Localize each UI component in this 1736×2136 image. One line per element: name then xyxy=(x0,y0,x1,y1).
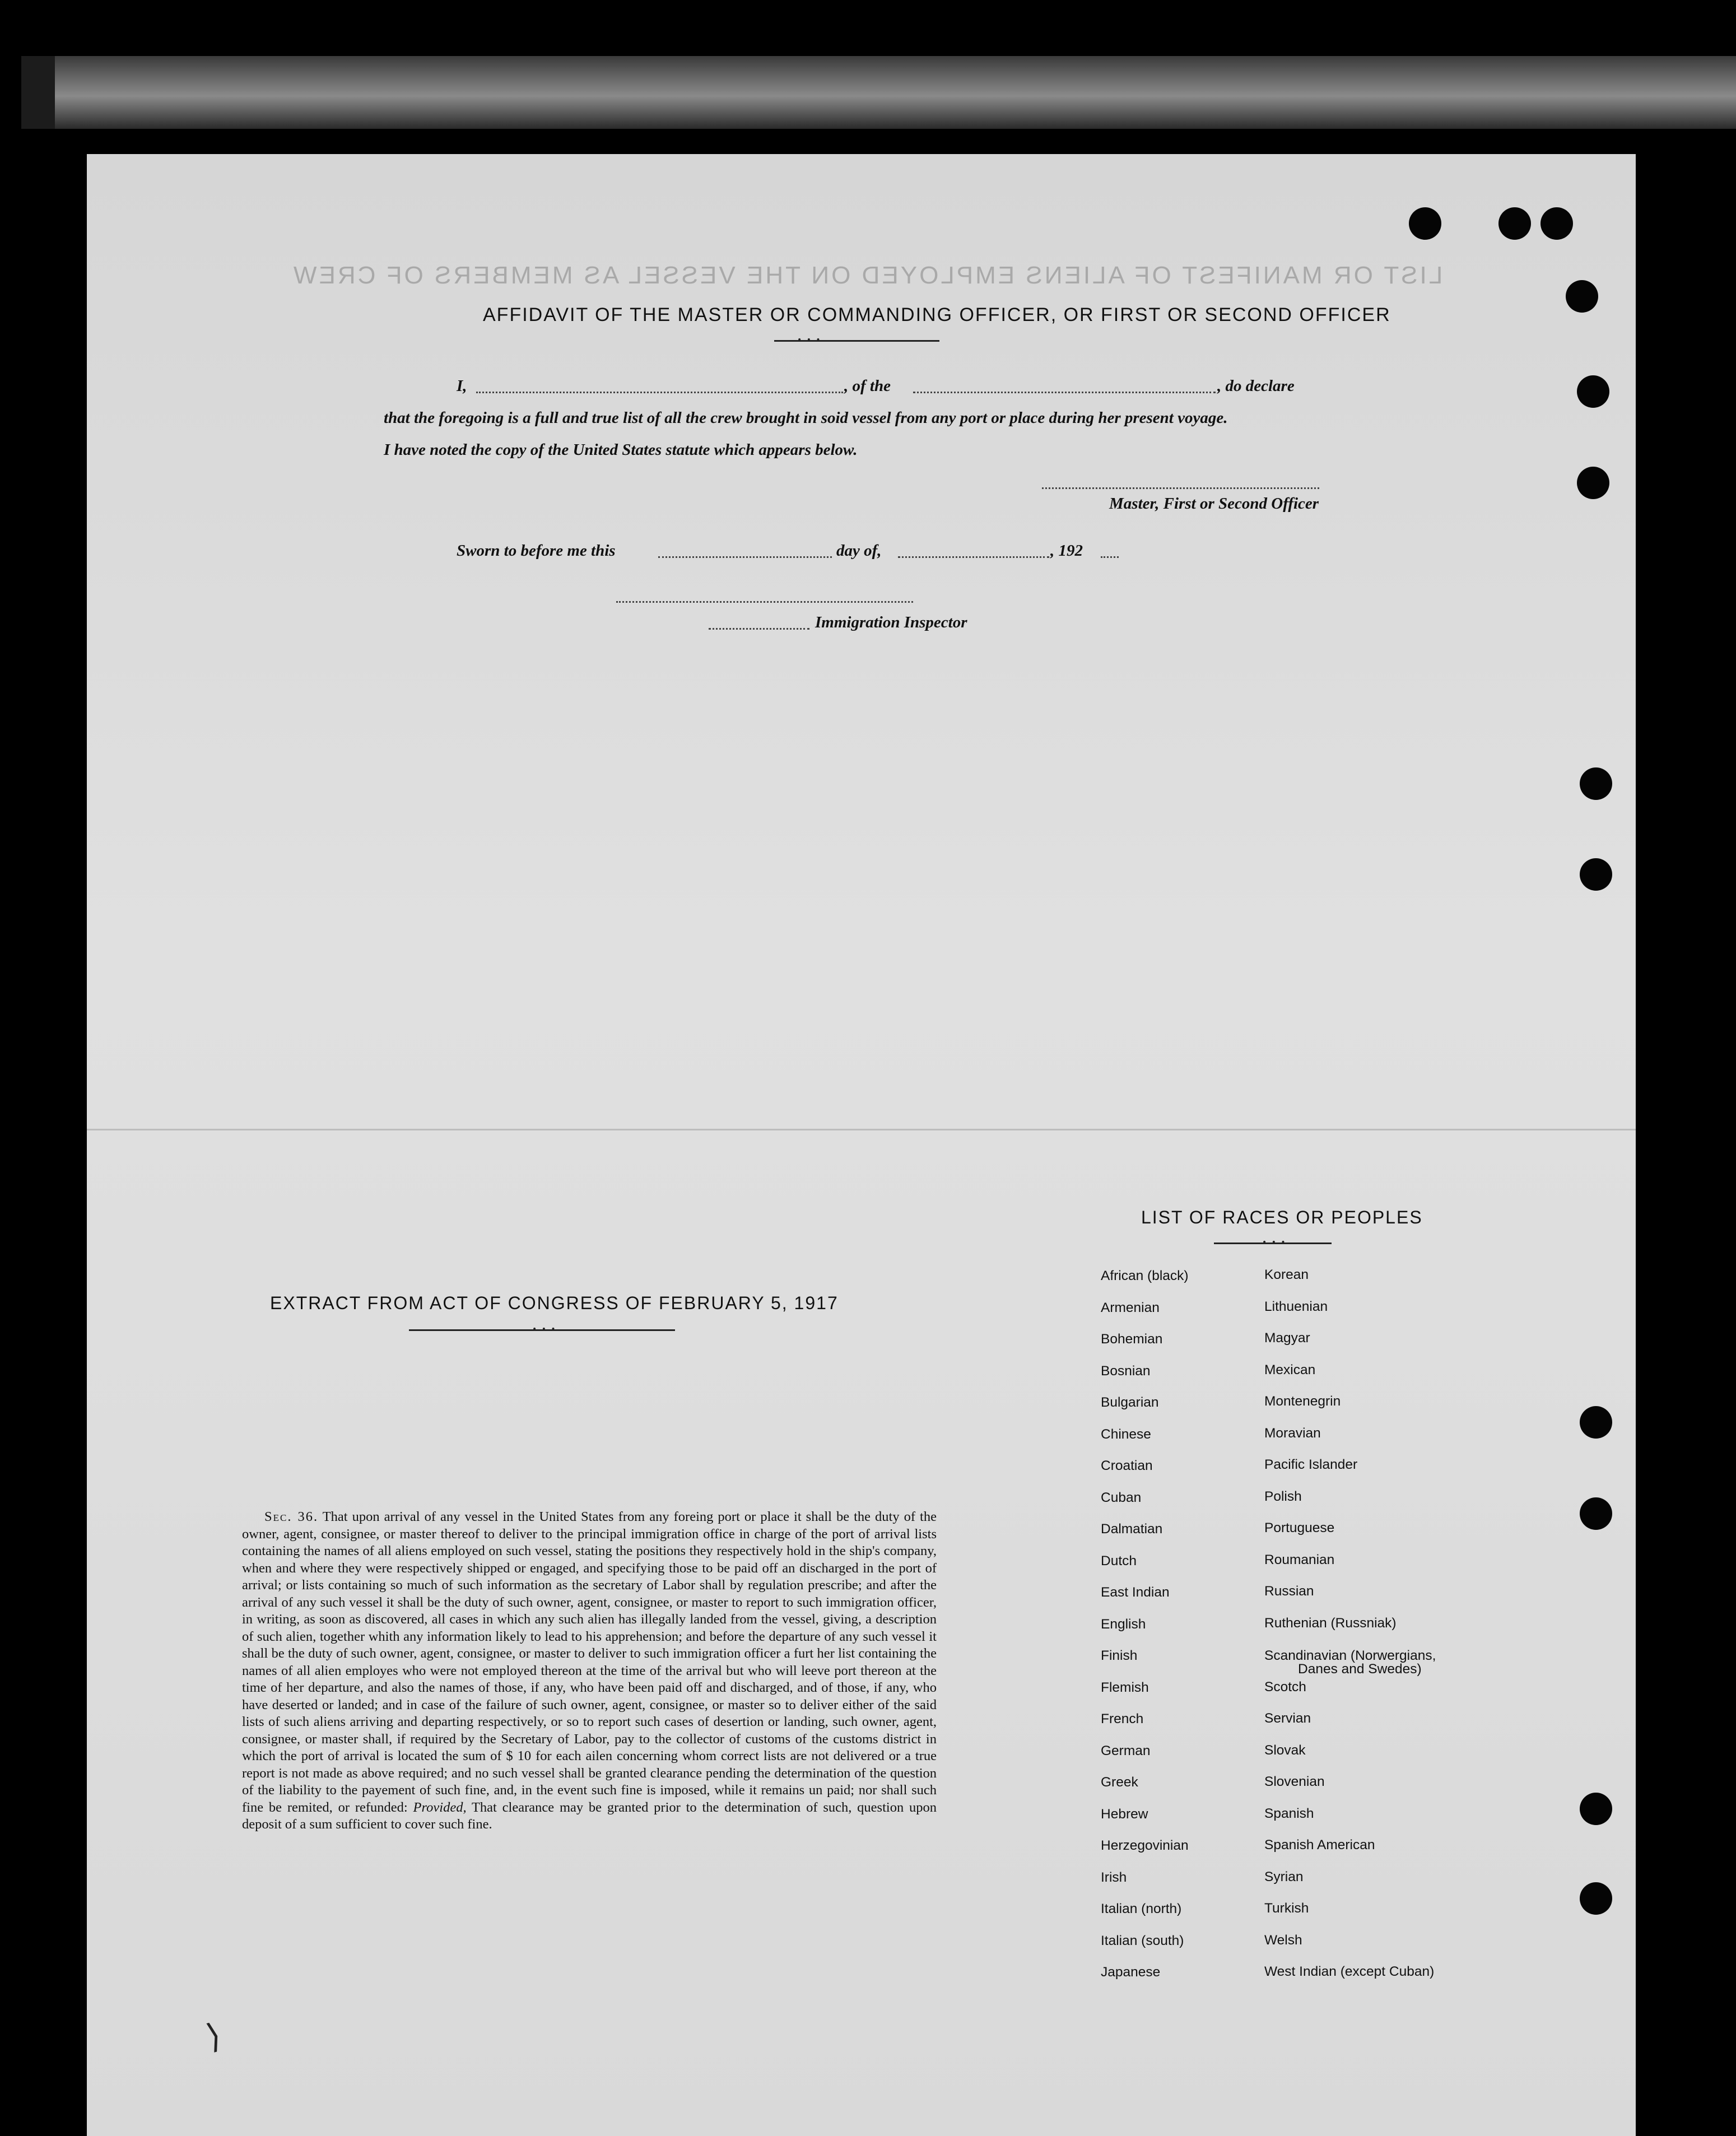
race-item: Russian xyxy=(1264,1584,1314,1599)
extract-title-rule-dots: • • • xyxy=(532,1325,557,1334)
races-title: LIST OF RACES OR PEOPLES xyxy=(1141,1207,1423,1227)
race-item: Italian (north) xyxy=(1101,1901,1182,1916)
page-fold-line xyxy=(87,1129,1636,1130)
affidavit-line3: I have noted the copy of the United States statute which appears below. xyxy=(384,441,858,459)
affidavit-title-rule-dots: • • • xyxy=(797,336,822,345)
race-item: Japanese xyxy=(1101,1965,1161,1980)
race-item: French xyxy=(1101,1711,1144,1727)
race-item: Syrian xyxy=(1264,1869,1304,1884)
race-item: Slovak xyxy=(1264,1743,1306,1758)
race-item: Polish xyxy=(1264,1488,1302,1504)
race-item: Servian xyxy=(1264,1711,1311,1726)
extract-section-text xyxy=(242,1509,937,1833)
race-item: Bulgarian xyxy=(1101,1395,1159,1410)
race-item: Montenegrin xyxy=(1264,1394,1341,1409)
microfilm-frame-notch xyxy=(21,56,55,129)
race-item: Bohemian xyxy=(1101,1332,1163,1347)
race-item: English xyxy=(1101,1616,1146,1632)
race-item: Turkish xyxy=(1264,1901,1309,1916)
document-page xyxy=(87,154,1636,2136)
race-item: Bosnian xyxy=(1101,1363,1151,1379)
race-item: German xyxy=(1101,1743,1151,1758)
race-item: Finish xyxy=(1101,1648,1138,1663)
race-item: Mexican xyxy=(1264,1362,1316,1378)
race-item: Cuban xyxy=(1101,1490,1142,1505)
provided-rest: That clearance may be granted prior to the determination of such, question upon deposit of a sum sufficient to cover such fine. xyxy=(242,1799,937,1832)
master-name-blank xyxy=(476,392,843,393)
section-label: Sec. 36. xyxy=(264,1509,319,1524)
sworn-year-blank xyxy=(1101,556,1119,558)
race-item: Slovenian xyxy=(1264,1774,1325,1789)
race-item: West Indian (except Cuban) xyxy=(1264,1964,1435,1979)
races-right-column xyxy=(1264,1268,1466,1996)
vessel-name-blank xyxy=(913,392,1216,393)
race-item: East Indian xyxy=(1101,1585,1170,1600)
race-item: African (black) xyxy=(1101,1268,1189,1283)
pencil-mark: ⟩ xyxy=(202,2016,226,2057)
race-item: Italian (south) xyxy=(1101,1933,1184,1948)
punch-hole xyxy=(1580,1497,1612,1530)
affidavit-line1-declare: , do declare xyxy=(1217,377,1295,395)
sworn-month-blank xyxy=(898,556,1049,558)
inspector-label: Immigration Inspector xyxy=(815,613,967,631)
race-item: Pacific Islander xyxy=(1264,1457,1358,1472)
punch-hole xyxy=(1580,1406,1612,1439)
races-left-column xyxy=(1101,1269,1269,1997)
bleed-through-header: LIST OR MANIFEST OF ALIENS EMPLOYED ON THE VESSEL AS MEMBERS OF CREW xyxy=(291,262,1443,289)
sworn-year: , 192 xyxy=(1050,542,1083,560)
race-item: Irish xyxy=(1101,1869,1127,1885)
affidavit-line1-i: I, xyxy=(457,377,467,395)
inspector-signature-blank xyxy=(616,601,913,603)
sworn-day-blank xyxy=(658,556,832,558)
race-item: Chinese xyxy=(1101,1426,1151,1442)
section-body: That upon arrival of any vessel in the United States from any foreing port or place it shall be the duty of the owner, agent, consignee, or master thereof to deliver to the principal immigration office in charge of the port of arrival lists containing the names of all aliens employed on such vessel, stating the positions they respectively hold in the ship's company, when and where they were respectively shipped or engaged, and specifying those to be paid off an discharged in the port of arrival; or lists containing so much of such information as the secretary of Labor shall by regulation prescribe; and after the arrival of any such vessel it shall be the duty of such owner, agent, consignee, or master to report to such immigration officer, in writing, as soon as discovered, all cases in which any such alien has illegally landed from the vessel, giving, a description of such alien, together whith any information likely to lead to his apprehension; and before the departure of any such vessel it shall be the duty of such owner, agent, consignee, or master to deliver to such immigration officer a furt her list containing the names of all alien employes who were not employed thereon at the time of the arrival but who will leeve port thereon at the time of her departure, and also the names of those, if any, who have been paid off and discharged, and of those, if any, who have deserted or landed; and in case of the failure of such owner, agent, consignee, or master so to deliver either of the said lists of such aliens arriving and departing respectively, or so to report such cases of desertion or landing, such owner, agent, consignee, or master shall, if required by the Secretary of Labor, pay to the collector of customs of the customs district in which the port of arrival is located the sum of $ 10 for each ailen concerning whom correct lists are not delivered or a true report is not made as above required; and no such vessel shall be granted clearance pending the determination of the question of the liability to the payement of such fine, and, in the event such fine is imposed, while it remains un paid; nor shall such fine be remited, or refunded: xyxy=(242,1509,937,1815)
inspector-prefix-blank xyxy=(709,628,809,630)
sworn-day-of: day of, xyxy=(836,542,882,560)
race-item: Herzegovinian xyxy=(1101,1838,1189,1853)
extract-title: EXTRACT FROM ACT OF CONGRESS OF FEBRUARY 5, 1917 xyxy=(270,1293,839,1313)
race-item: Korean xyxy=(1264,1267,1309,1282)
race-item: Spanish xyxy=(1264,1806,1314,1821)
races-title-rule-dots: • • • xyxy=(1262,1238,1287,1247)
punch-hole xyxy=(1577,467,1609,499)
race-item: Hebrew xyxy=(1101,1806,1148,1822)
race-item: Greek xyxy=(1101,1775,1138,1790)
punch-hole xyxy=(1498,207,1531,240)
race-item: Danes and Swedes) xyxy=(1298,1662,1422,1677)
race-item: Scotch xyxy=(1264,1679,1306,1695)
sworn-prefix: Sworn to before me this xyxy=(457,542,616,560)
punch-hole xyxy=(1580,858,1612,891)
race-item: Croatian xyxy=(1101,1458,1153,1473)
officer-signature-label: Master, First or Second Officer xyxy=(1109,495,1319,513)
race-item: Welsh xyxy=(1264,1933,1302,1948)
race-item: Ruthenian (Russniak) xyxy=(1264,1615,1397,1631)
provided-word: Provided, xyxy=(413,1799,467,1815)
race-item: Scandinavian (Norwergians, xyxy=(1264,1648,1436,1663)
race-item: Portuguese xyxy=(1264,1520,1335,1535)
punch-hole xyxy=(1580,767,1612,800)
punch-hole xyxy=(1580,1882,1612,1915)
affidavit-line1-of-the: , of the xyxy=(844,377,891,395)
race-item: Dutch xyxy=(1101,1553,1137,1569)
affidavit-line2: that the foregoing is a full and true list of all the crew brought in soid vessel from any port or place during her present voyage. xyxy=(384,409,1228,427)
punch-hole xyxy=(1409,207,1441,240)
punch-hole xyxy=(1540,207,1573,240)
microfilm-frame-edge xyxy=(21,56,1736,129)
race-item: Armenian xyxy=(1101,1300,1160,1315)
race-item: Lithuenian xyxy=(1264,1299,1328,1314)
race-item: Roumanian xyxy=(1264,1552,1335,1567)
race-item: Moravian xyxy=(1264,1425,1321,1441)
race-item: Dalmatian xyxy=(1101,1521,1163,1537)
punch-hole xyxy=(1566,280,1598,313)
race-item: Magyar xyxy=(1264,1330,1310,1346)
officer-signature-blank xyxy=(1042,487,1319,489)
race-item: Spanish American xyxy=(1264,1837,1375,1853)
affidavit-title: AFFIDAVIT OF THE MASTER OR COMMANDING OFFICER, OR FIRST OR SECOND OFFICER xyxy=(483,304,1391,325)
race-item: Flemish xyxy=(1101,1679,1149,1695)
punch-hole xyxy=(1580,1793,1612,1825)
punch-hole xyxy=(1577,375,1609,408)
